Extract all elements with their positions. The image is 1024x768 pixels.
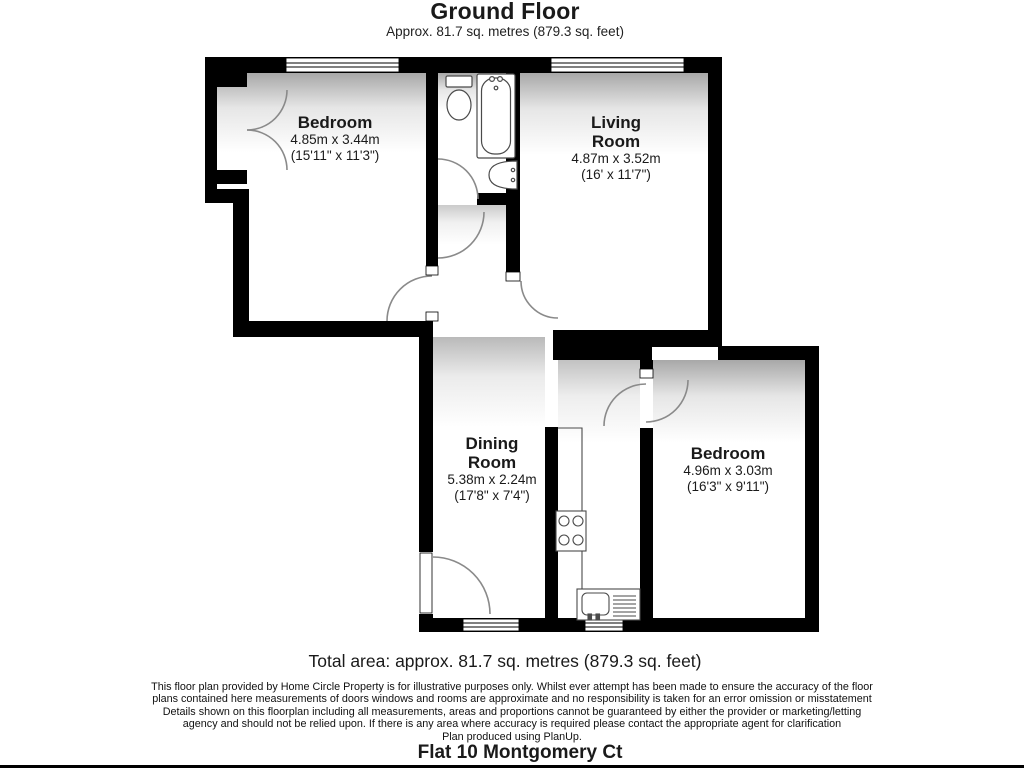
room-dims-metric: 4.96m x 3.03m — [683, 463, 773, 478]
window-living-room — [551, 58, 684, 72]
disclaimer-line: Plan produced using PlanUp. — [442, 730, 582, 743]
disclaimer-line: plans contained here measurements of doors windows and rooms are approximate and no responsibility is taken for an error omission or misstatement — [152, 693, 872, 706]
bathtub — [477, 74, 515, 158]
page-title: Ground Floor — [430, 0, 580, 24]
room-dims-imperial: (16'3" x 9'11") — [686, 479, 770, 494]
room-name: Dining Room — [465, 434, 519, 472]
hob — [556, 511, 586, 551]
window-dining-room — [463, 619, 519, 631]
toilet — [446, 76, 472, 120]
entrance-door-leaf — [420, 553, 432, 613]
disclaimer-line: This floor plan provided by Home Circle Property is for illustrative purposes only. Whilst ever attempt has been made to ensure the accuracy of the floor — [151, 681, 873, 693]
property-address: Flat 10 Montgomery Ct — [417, 742, 623, 763]
room-label-dining-room — [446, 434, 538, 504]
room-name: Bedroom — [297, 113, 373, 132]
kitchen-sink — [577, 589, 640, 620]
room-dims-metric: 4.85m x 3.44m — [290, 132, 380, 147]
disclaimer — [132, 681, 892, 743]
room-dims-imperial: (17'8" x 7'4") — [454, 488, 530, 503]
room-dims-imperial: (15'11" x 11'3") — [290, 148, 380, 163]
disclaimer-line: Details shown on this floorplan including all measurements, areas and proportions cannot be guaranteed by either the provider or marketing/letting — [162, 705, 862, 718]
room-label-bedroom2 — [641, 444, 816, 495]
disclaimer-line: agency and should not be relied upon. If there is any area where accuracy is required please contact the appropriate agent for clarification — [182, 718, 842, 731]
room-dims-metric: 4.87m x 3.52m — [571, 151, 661, 166]
room-label-bedroom1 — [250, 113, 420, 164]
window-kitchen — [585, 619, 623, 631]
total-area-text: Total area: approx. 81.7 sq. metres (879.3 sq. feet) — [308, 651, 702, 671]
window-bedroom1 — [286, 58, 399, 72]
room-dims-metric: 5.38m x 2.24m — [447, 472, 537, 487]
room-dims-imperial: (16' x 11'7") — [581, 167, 651, 182]
room-label-living-room — [570, 113, 662, 183]
room-name: Living Room — [590, 113, 642, 151]
page-subtitle: Approx. 81.7 sq. metres (879.3 sq. feet) — [386, 24, 624, 39]
room-name: Bedroom — [690, 444, 766, 463]
